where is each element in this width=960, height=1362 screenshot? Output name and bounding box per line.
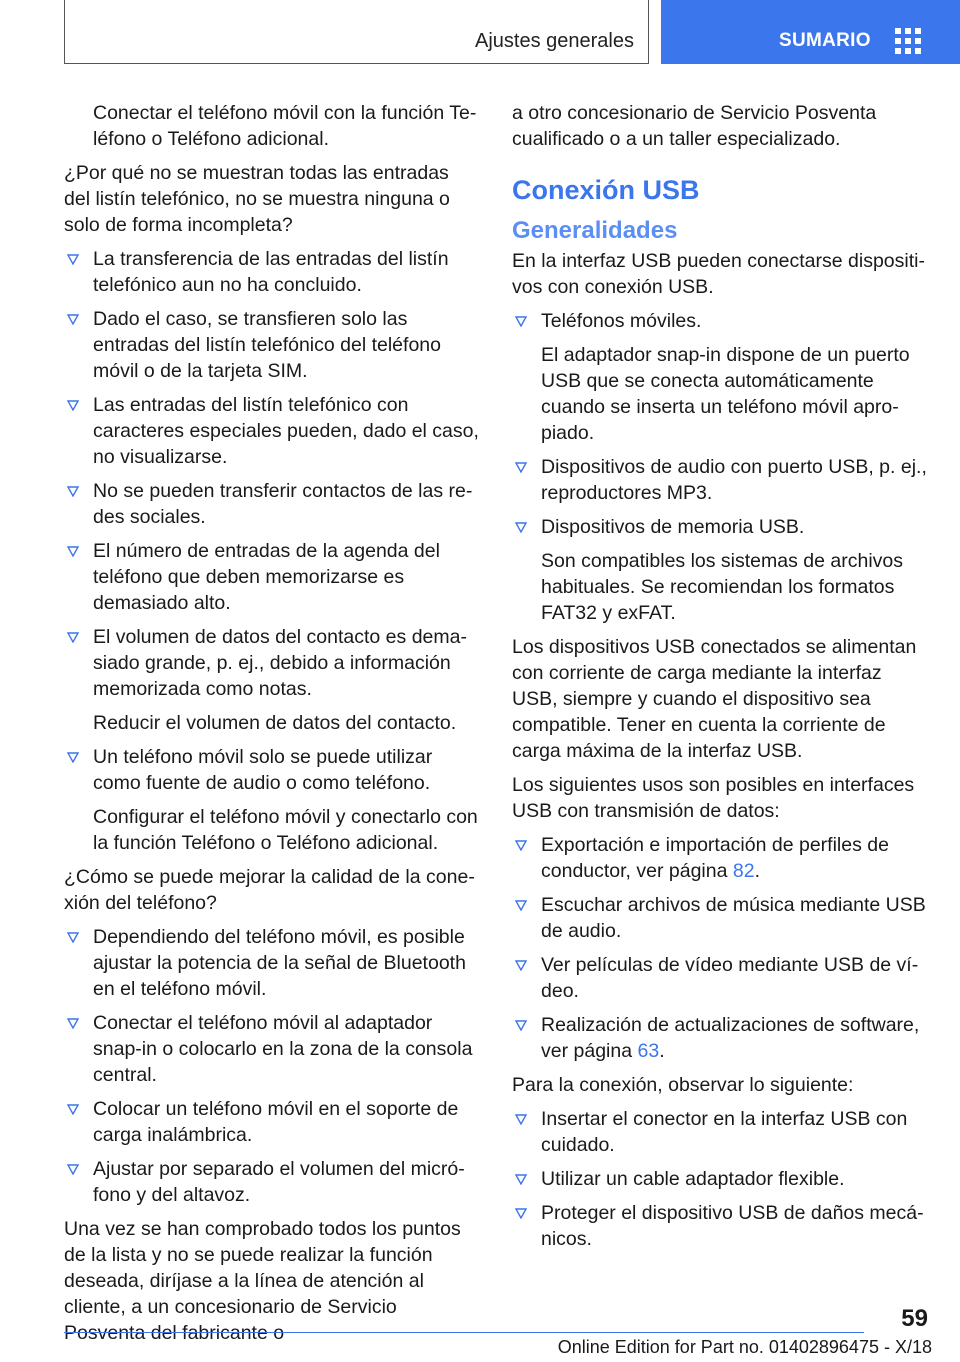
list-item [512,1200,928,1252]
list-item-text: El volumen de datos del contacto es demasiado grande, p. ej., debido a información memorizada como notas. [93,626,467,700]
bullet-triangle-icon [515,960,527,971]
list-item-text: Dado el caso, se transfieren solo las entradas del listín telefónico del teléfono móvil o de la tarjeta SIM. [93,308,441,382]
list-item-text-part: Realización de actualizaciones de software, ver página [541,1014,920,1062]
list-item [64,1096,480,1148]
list-item [64,246,480,298]
list-item-text: Insertar el conector en la interfaz USB con cuidado. [541,1108,908,1156]
paragraph: En la interfaz USB pueden conectarse dispositivos con conexión USB. [512,250,925,298]
list-item-text: Dispositivos de memoria USB. [541,516,805,538]
question: ¿Cómo se puede mejorar la calidad de la conexión del teléfono? [64,866,475,914]
list-item-text: Dependiendo del teléfono móvil, es posible ajustar la potencia de la señal de Bluetooth en el teléfono móvil. [93,926,466,1000]
footer-divider [64,1332,864,1333]
bullet-triangle-icon [67,1104,79,1115]
bullet-triangle-icon [515,462,527,473]
list-item [512,952,928,1004]
list-item-text: El número de entradas de la agenda del teléfono que deben memorizarse es demasiado alto. [93,540,440,614]
list-item-text-end: . [659,1040,665,1062]
paragraph: Conectar el teléfono móvil con la función Teléfono o Teléfono adicional. [93,102,477,150]
bullet-triangle-icon [67,546,79,557]
subsection-heading: Generalidades [512,217,678,244]
bullet-triangle-icon [67,314,79,325]
grid-icon [895,28,921,54]
list-item [64,624,480,736]
list-item [64,1010,480,1088]
paragraph: Los dispositivos USB conectados se alimentan con corriente de carga mediante la interfaz USB, siempre y cuando el dispositivo sea compatible. Tener en cuenta la corriente de carga máxima de la interfaz USB. [512,636,917,762]
list-item [64,306,480,384]
section-title: Ajustes generales [475,30,634,52]
list-item [64,744,480,856]
bullet-triangle-icon [515,900,527,911]
bullet-triangle-icon [67,632,79,643]
paragraph: Para la conexión, observar lo siguiente: [512,1074,854,1096]
right-column [512,100,928,1260]
header-box [64,0,649,64]
list-item-text: Un teléfono móvil solo se puede utilizar como fuente de audio o como teléfono. [93,746,433,794]
page-link-63[interactable]: 63 [637,1040,660,1062]
list-item-text: Las entradas del listín telefónico con caracteres especiales pueden, dado el caso, no visualizarse. [93,394,479,468]
bullet-triangle-icon [67,400,79,411]
list-item [64,478,480,530]
list-item-note: Configurar el teléfono móvil y conectarlo con la función Teléfono o Teléfono adicional. [93,806,478,854]
list-item-text: La transferencia de las entradas del listín telefónico aun no ha concluido. [93,248,449,296]
left-column [64,100,480,1354]
bullet-triangle-icon [515,1208,527,1219]
bullet-triangle-icon [515,522,527,533]
list-item [512,832,928,884]
bullet-triangle-icon [67,1164,79,1175]
bullet-triangle-icon [67,752,79,763]
list-item [64,1156,480,1208]
list-item-text: Colocar un teléfono móvil en el soporte de carga inalámbrica. [93,1098,459,1146]
list-item-text: Utilizar un cable adaptador flexible. [541,1168,845,1190]
paragraph: Los siguientes usos son posibles en interfaces USB con transmisión de datos: [512,774,915,822]
paragraph: a otro concesionario de Servicio Posventa cualificado o a un taller especializado. [512,102,877,150]
bullet-triangle-icon [515,840,527,851]
list-item-text: Escuchar archivos de música mediante USB de audio. [541,894,926,942]
list-item-text: Ver películas de vídeo mediante USB de vídeo. [541,954,919,1002]
bullet-triangle-icon [67,486,79,497]
list-item [512,892,928,944]
list-item-text-part: Exportación e importación de perfiles de conductor, ver página [541,834,889,882]
list-item-text: No se pueden transferir contactos de las redes sociales. [93,480,473,528]
list-item-text: Dispositivos de audio con puerto USB, p. ej., reproductores MP3. [541,456,927,504]
bullet-triangle-icon [515,1114,527,1125]
bullet-triangle-icon [515,1020,527,1031]
list-item [512,1012,928,1064]
page-link-82[interactable]: 82 [732,860,755,882]
bullet-triangle-icon [515,1174,527,1185]
list-item [512,308,928,446]
question: ¿Por qué no se muestran todas las entradas del listín telefónico, no se muestra ninguna o solo de forma incompleta? [64,162,450,236]
list-item [512,1106,928,1158]
footer-edition: Online Edition for Part no. 01402896475 - X/18 [557,1337,932,1357]
list-item-text [541,832,928,884]
list-item [64,924,480,1002]
page-number: 59 [901,1305,928,1332]
list-item-text: Teléfonos móviles. [541,310,702,332]
sumario-label: SUMARIO [779,30,871,51]
bullet-triangle-icon [67,1018,79,1029]
bullet-triangle-icon [67,932,79,943]
sumario-button[interactable] [661,0,960,64]
section-heading: Conexión USB [512,175,700,205]
list-item-note: Son compatibles los sistemas de archivos habituales. Se recomiendan los formatos FAT32 y exFAT. [541,550,903,624]
list-item [64,538,480,616]
list-item-text [541,1012,928,1064]
list-item [512,454,928,506]
list-item [512,514,928,626]
bullet-triangle-icon [67,254,79,265]
list-item-text-end: . [754,860,761,882]
bullet-triangle-icon [515,316,527,327]
list-item-text: Ajustar por separado el volumen del micrófono y del altavoz. [93,1158,465,1206]
list-item [64,392,480,470]
list-item-note: El adaptador snap-in dispone de un puerto USB que se conecta automáticamente cuando se inserta un teléfono móvil apropiado. [541,344,910,444]
paragraph: Una vez se han comprobado todos los puntos de la lista y no se puede realizar la función deseada, diríjase a la línea de atención al cliente, a un concesionario de Servicio Posventa del fabricante o [64,1218,461,1344]
list-item-text: Conectar el teléfono móvil al adaptador snap-in o colocarlo en la zona de la consola central. [93,1012,473,1086]
list-item-note: Reducir el volumen de datos del contacto. [93,712,457,734]
list-item [512,1166,928,1192]
list-item-text: Proteger el dispositivo USB de daños mecánicos. [541,1202,924,1250]
